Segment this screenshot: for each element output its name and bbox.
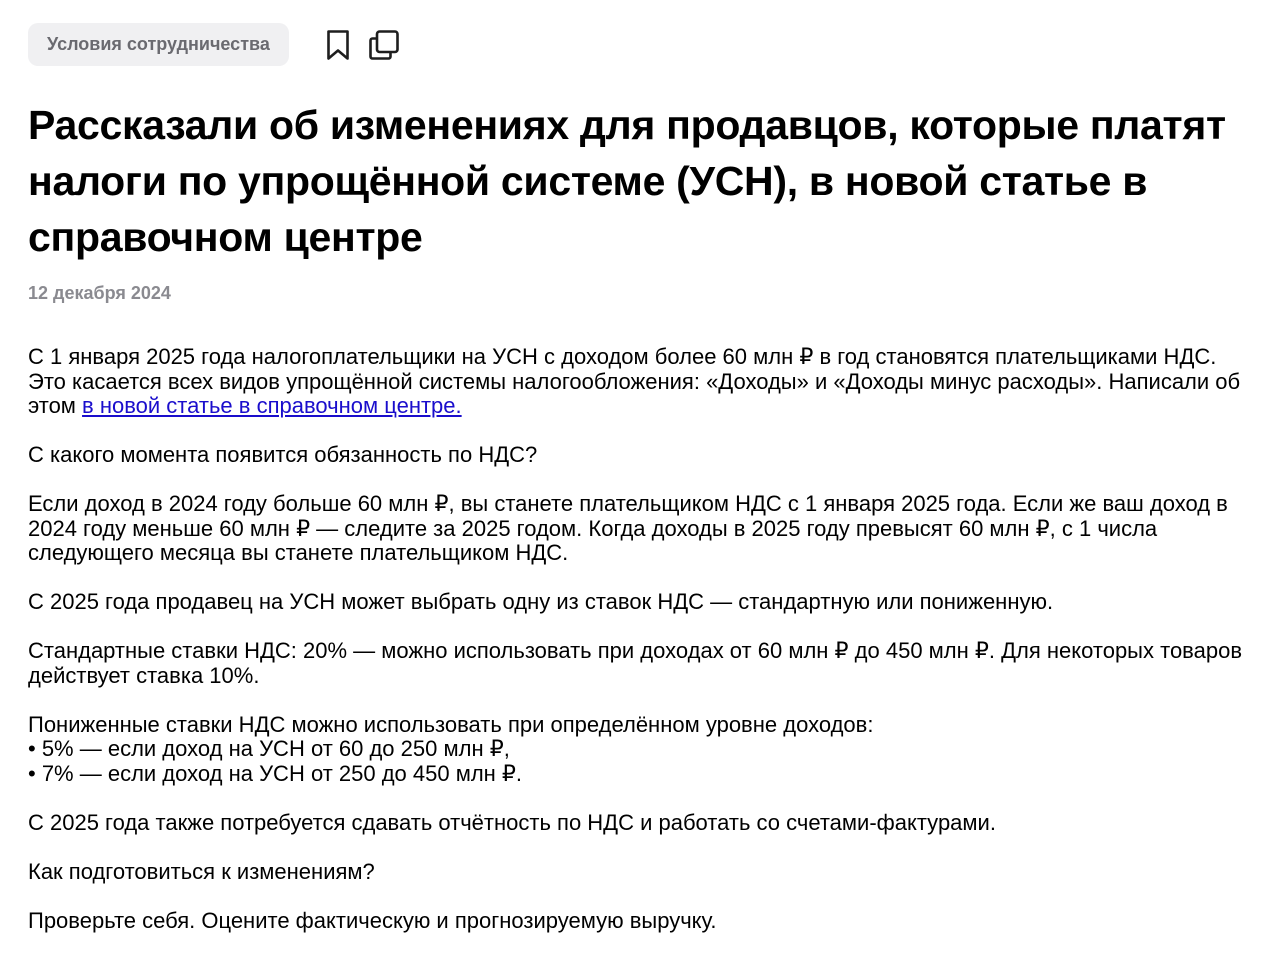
article-title: Рассказали об изменениях для продавцов, которые платят налоги по упрощённой системе (УСН), в новой статье в справочном центре — [28, 102, 1226, 260]
paragraph-question-vat: С какого момента появится обязанность по НДС? — [28, 442, 538, 467]
paragraph-reduced-rates — [28, 713, 1252, 787]
paragraph-intro-text: С 1 января 2025 года налогоплательщики на УСН с доходом более 60 млн ₽ в год становятся плательщиками НДС. Это касается всех видов упрощённой системы налогообложения: «Доходы» и «Доходы минус расходы». Написали об этом — [28, 344, 1241, 418]
help-center-article-link[interactable]: в новой статье в справочном центре. — [82, 393, 462, 418]
paragraph-standard-rates: Стандартные ставки НДС: 20% — можно использовать при доходах от 60 млн ₽ до 450 млн ₽. Для некоторых товаров действует ставка 10%. — [28, 638, 1243, 688]
paragraph-income-threshold: Если доход в 2024 году больше 60 млн ₽, вы станете плательщиком НДС с 1 января 2025 года. Если же ваш доход в 2024 году меньше 60 млн ₽ — следите за 2025 годом. Когда доходы в 2025 году превысят 60 млн ₽, с 1 числа следующего месяца вы станете плательщиком НДС. — [28, 491, 1228, 565]
category-tag[interactable]: Условия сотрудничества — [28, 23, 289, 66]
copy-link-button[interactable] — [368, 27, 400, 63]
paragraph-reporting: С 2025 года также потребуется сдавать отчётность по НДС и работать со счетами-фактурами. — [28, 809, 996, 835]
copy-icon — [368, 29, 400, 61]
paragraph-how-to-prepare: Как подготовиться к изменениям? — [28, 858, 375, 884]
paragraph-intro — [28, 345, 1252, 419]
bookmark-button[interactable] — [322, 27, 354, 63]
reduced-rate-item-5: • 5% — если доход на УСН от 60 до 250 млн ₽, — [28, 736, 510, 761]
bookmark-icon — [326, 29, 350, 61]
reduced-rate-item-7: • 7% — если доход на УСН от 250 до 450 млн ₽. — [28, 760, 523, 786]
reduced-rates-intro: Пониженные ставки НДС можно использовать при определённом уровне доходов: — [28, 711, 874, 737]
article-date: 12 декабря 2024 — [28, 283, 171, 303]
article-toolbar — [28, 23, 400, 66]
paragraph-rate-choice: С 2025 года продавец на УСН может выбрать одну из ставок НДС — стандартную или пониженную. — [28, 589, 1054, 614]
article-body — [28, 345, 1252, 933]
paragraph-check-yourself: Проверьте себя. Оцените фактическую и прогнозируемую выручку. — [28, 907, 717, 933]
